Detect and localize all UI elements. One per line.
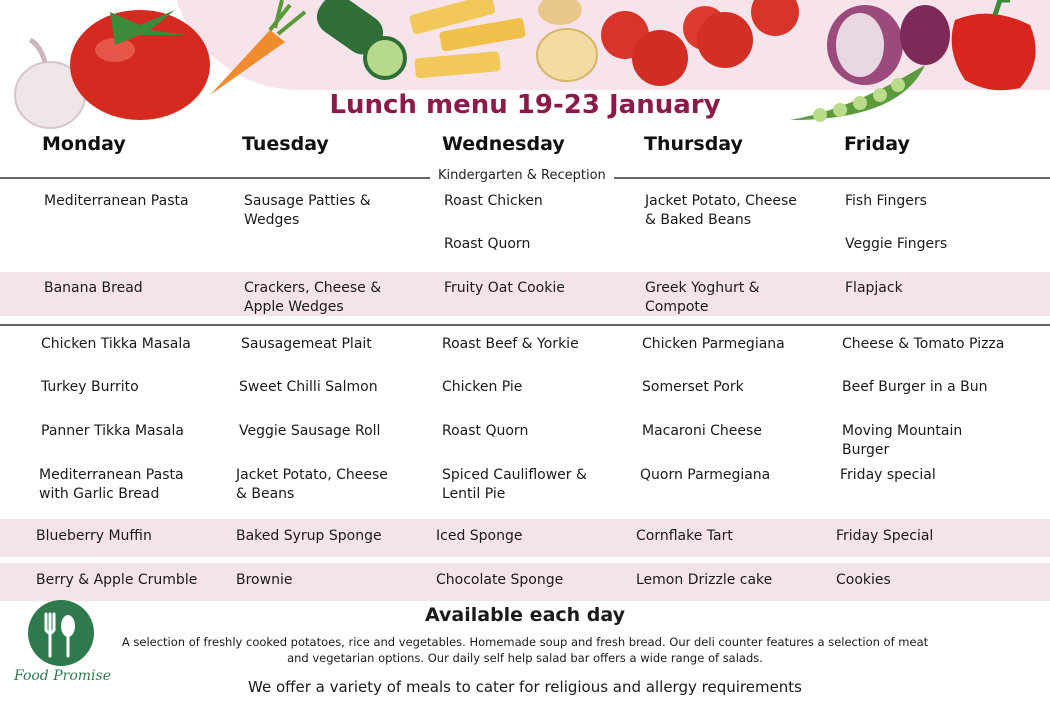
main-friday-1: Cheese & Tomato Pizza: [842, 336, 1005, 352]
kg-main-thursday-1: Jacket Potato, Cheese & Baked Beans: [645, 193, 797, 228]
dessert-monday-1: Blueberry Muffin: [36, 528, 152, 544]
cucumber-illustration: [310, 0, 405, 78]
pepper-illustration: [952, 0, 1036, 90]
main-tuesday-4: Jacket Potato, Cheese & Beans: [236, 467, 388, 502]
kg-main-monday-1: Mediterranean Pasta: [44, 193, 189, 209]
dessert-wednesday-2: Chocolate Sponge: [436, 572, 564, 588]
main-wednesday-1: Roast Beef & Yorkie: [442, 336, 579, 352]
main-tuesday-2: Sweet Chilli Salmon: [239, 379, 378, 395]
main-tuesday-1: Sausagemeat Plait: [241, 336, 372, 352]
main-monday-3: Panner Tikka Masala: [41, 423, 184, 439]
kg-dessert-friday: Flapjack: [845, 280, 903, 296]
kg-main-wednesday-1: Roast Chicken: [444, 193, 543, 209]
carrot-illustration: [210, 0, 305, 95]
dessert-tuesday-2: Brownie: [236, 572, 293, 588]
dessert-wednesday-1: Iced Sponge: [436, 528, 523, 544]
onion-illustration: [537, 0, 597, 81]
day-header-friday: Friday: [844, 133, 910, 155]
offer-statement: We offer a variety of meals to cater for religious and allergy requirements: [248, 678, 802, 696]
kg-dessert-thursday: Greek Yoghurt & Compote: [645, 280, 760, 315]
day-header-thursday: Thursday: [644, 133, 743, 155]
kg-main-tuesday-1: Sausage Patties & Wedges: [244, 193, 371, 228]
dessert-friday-1: Friday Special: [836, 528, 934, 544]
kg-dessert-tuesday: Crackers, Cheese & Apple Wedges: [244, 280, 382, 315]
main-section-divider: [0, 324, 1050, 326]
cherry-tomatoes-illustration: [601, 0, 799, 86]
menu-title: Lunch menu 19-23 January: [329, 90, 721, 120]
main-thursday-3: Macaroni Cheese: [642, 423, 762, 439]
dessert-tuesday-1: Baked Syrup Sponge: [236, 528, 382, 544]
main-thursday-2: Somerset Pork: [642, 379, 744, 395]
main-wednesday-3: Roast Quorn: [442, 423, 529, 439]
main-thursday-1: Chicken Parmegiana: [642, 336, 785, 352]
kg-dessert-monday: Banana Bread: [44, 280, 143, 296]
main-tuesday-3: Veggie Sausage Roll: [239, 423, 381, 439]
kg-dessert-wednesday: Fruity Oat Cookie: [444, 280, 565, 296]
available-heading: Available each day: [424, 604, 626, 626]
day-header-tuesday: Tuesday: [242, 133, 329, 155]
logo-text: Food Promise: [14, 668, 111, 684]
dessert-thursday-2: Lemon Drizzle cake: [636, 572, 773, 588]
main-thursday-4: Quorn Parmegiana: [640, 467, 771, 483]
day-header-wednesday: Wednesday: [442, 133, 565, 155]
red-onion-illustration: [827, 5, 950, 85]
day-header-monday: Monday: [42, 133, 126, 155]
main-friday-3: Moving Mountain Burger: [842, 423, 963, 458]
kg-main-friday-1: Fish Fingers: [845, 193, 927, 209]
main-monday-1: Chicken Tikka Masala: [41, 336, 191, 352]
dessert-friday-2: Cookies: [836, 572, 891, 588]
dessert-monday-2: Berry & Apple Crumble: [36, 572, 198, 588]
main-monday-2: Turkey Burrito: [41, 379, 139, 395]
main-friday-4: Friday special: [840, 467, 936, 483]
kg-main-friday-2: Veggie Fingers: [845, 236, 948, 252]
pasta-illustration: [409, 0, 526, 78]
dessert-thursday-1: Cornflake Tart: [636, 528, 733, 544]
main-wednesday-2: Chicken Pie: [442, 379, 523, 395]
kindergarten-label: Kindergarten & Reception: [430, 168, 614, 183]
main-wednesday-4: Spiced Cauliflower & Lentil Pie: [442, 467, 587, 502]
kg-main-wednesday-2: Roast Quorn: [444, 236, 531, 252]
main-friday-2: Beef Burger in a Bun: [842, 379, 988, 395]
available-description: A selection of freshly cooked potatoes, rice and vegetables. Homemade soup and fresh bread. Our deli counter features a selection of meat and vegetarian options. Our daily self help salad bar offers a wide range of salads.: [121, 635, 929, 665]
main-monday-4: Mediterranean Pasta with Garlic Bread: [39, 467, 184, 502]
